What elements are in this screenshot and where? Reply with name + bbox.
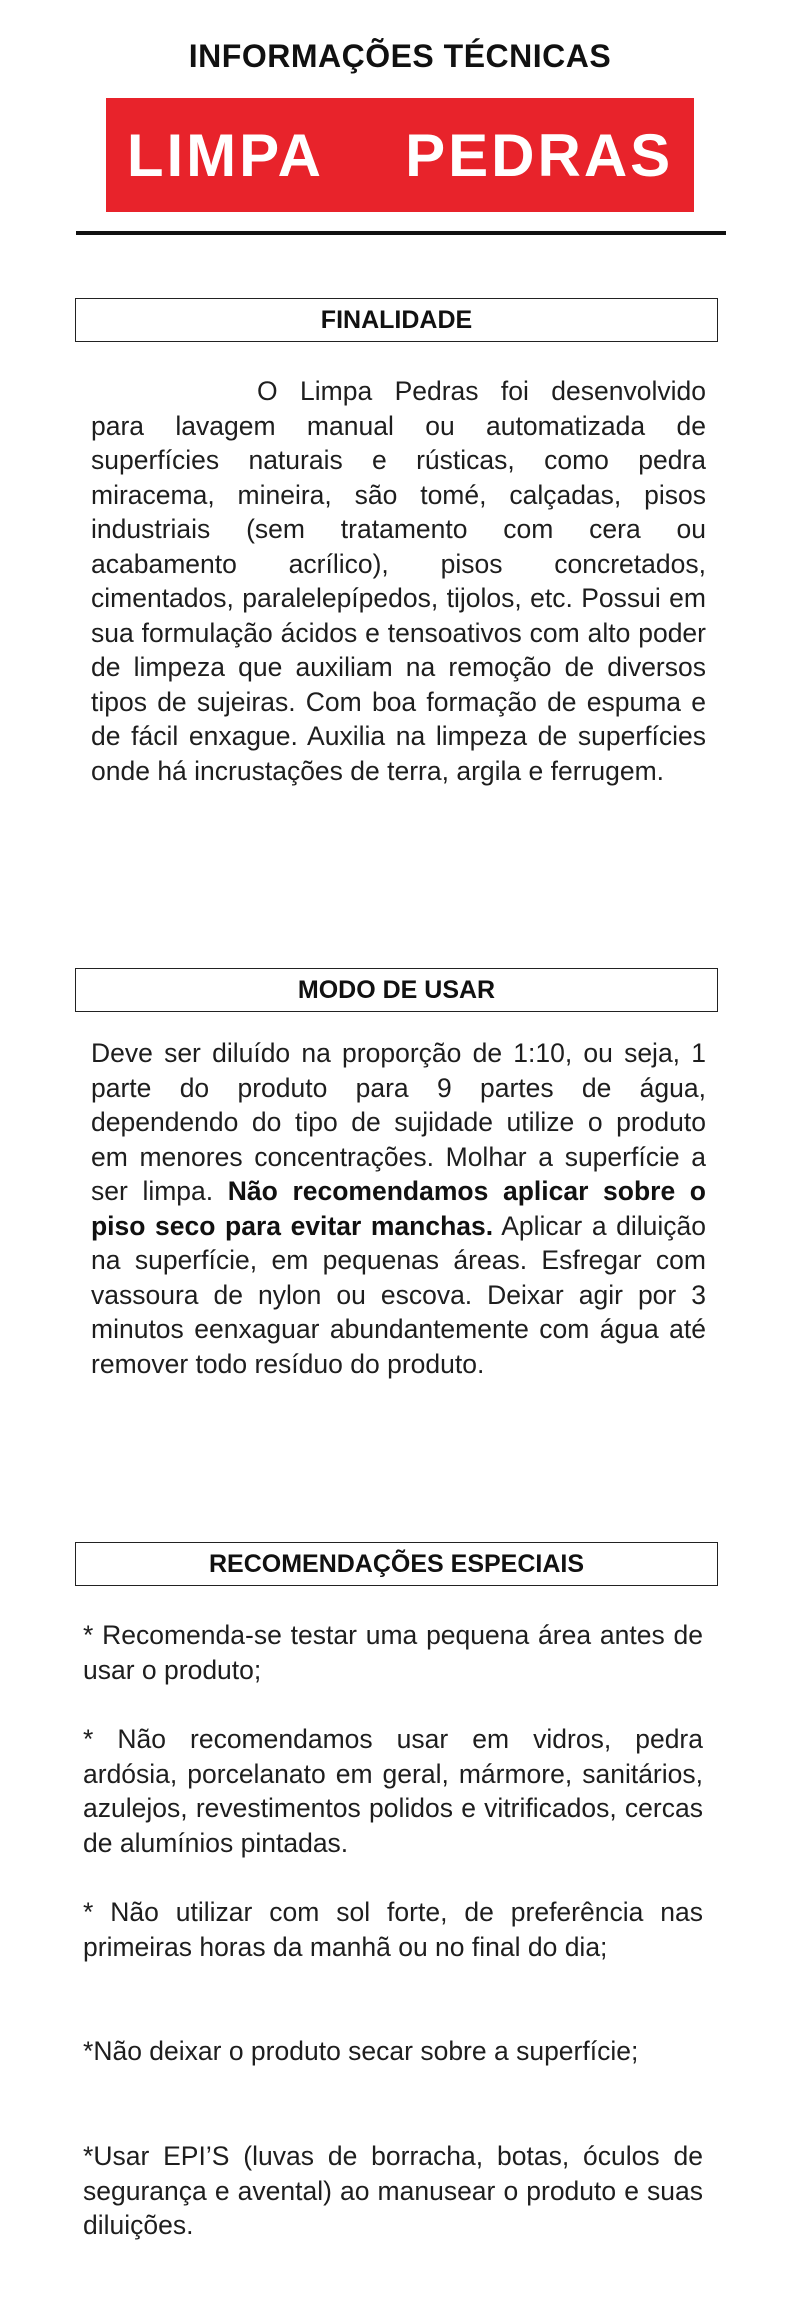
product-name: LIMPA PEDRAS [126, 121, 674, 189]
modo-de-usar-text-after: Aplicar a diluição na superfície, em pequenas áreas. Esfregar com vassoura de nylon ou escova. Deixar agir por 3 minutos eenxaguar abundantemente com água até remover todo resíduo do produto. [91, 1210, 706, 1379]
section-header-finalidade [75, 298, 718, 342]
section-title-recomendacoes: RECOMENDAÇÕES ESPECIAIS [208, 1549, 585, 1578]
modo-de-usar-text-before: Deve ser diluído na proporção de 1:10, ou seja, 1 parte do produto para 9 partes de água, dependendo do tipo de sujidade utilize o produto em menores concentrações. Molhar a superfície a ser limpa. [91, 1038, 706, 1206]
recommendation-item: * Não utilizar com sol forte, de preferência nas primeiras horas da manhã ou no final do dia; [83, 1897, 703, 1962]
recommendation-item: * Não recomendamos usar em vidros, pedra ardósia, porcelanato em geral, mármore, sanitários, azulejos, revestimentos polidos e vitrificados, cercas de alumínios pintadas. [83, 1724, 703, 1858]
section-title-finalidade: FINALIDADE [320, 305, 473, 334]
section-title-modo-de-usar: MODO DE USAR [297, 975, 496, 1004]
finalidade-text: O Limpa Pedras foi desenvolvido para lavagem manual ou automatizada de superfícies naturais e rústicas, como pedra miracema, mineira, são tomé, calçadas, pisos industriais (sem tratamento com cera ou acabamento acrílico), pisos concretados, cimentados, paralelepípedos, tijolos, etc. Possui em sua formulação ácidos e tensoativos com alto poder de limpeza que auxiliam na remoção de diversos tipos de sujeiras. Com boa formação de espuma e de fácil enxague. Auxilia na limpeza de superfícies onde há incrustações de terra, argila e ferrugem. [91, 376, 706, 786]
section-header-recomendacoes [75, 1542, 718, 1586]
section-header-modo-de-usar [75, 968, 718, 1012]
modo-de-usar-paragraph [91, 1036, 706, 1381]
product-banner [106, 98, 694, 212]
recommendation-item: * Recomenda-se testar uma pequena área antes de usar o produto; [83, 1620, 703, 1685]
document-title: INFORMAÇÕES TÉCNICAS [188, 38, 612, 74]
finalidade-paragraph [91, 374, 706, 788]
recommendation-item: *Usar EPI’S (luvas de borracha, botas, óculos de segurança e avental) ao manusear o produto e suas diluições. [83, 2141, 703, 2240]
modo-de-usar-warning: Não recomendamos aplicar sobre o piso seco para evitar manchas. [91, 1176, 706, 1241]
header-divider [76, 231, 726, 235]
recommendation-item: *Não deixar o produto secar sobre a superfície; [83, 2036, 639, 2066]
